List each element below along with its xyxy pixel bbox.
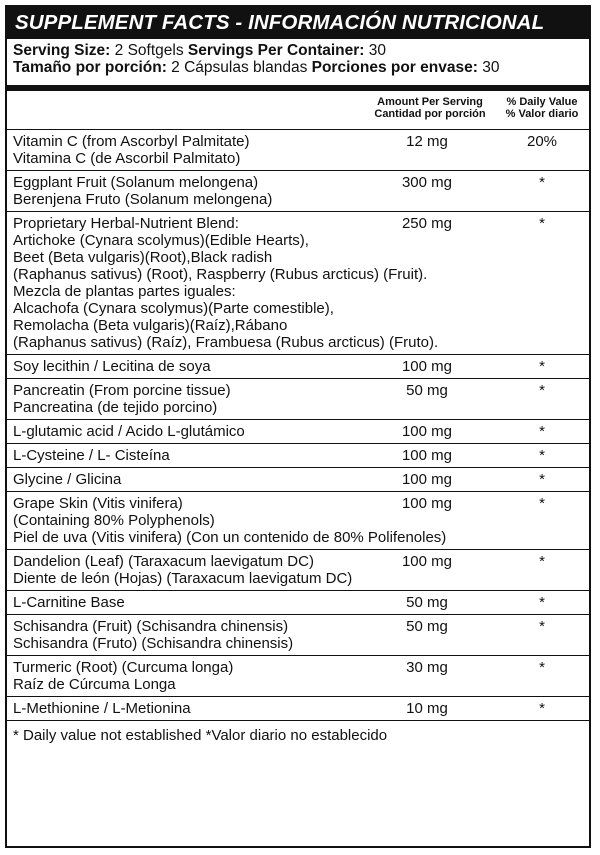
nutrient-daily-value: * [539,215,545,232]
nutrient-name [13,618,573,652]
porciones-envase-value: 30 [477,59,500,76]
nutrient-name-line: Dandelion (Leaf) (Taraxacum laevigatum DC) [13,553,314,570]
nutrient-name-line: Mezcla de plantas partes iguales: [13,283,236,300]
nutrient-name-line: Eggplant Fruit (Solanum melongena) [13,174,259,191]
nutrient-row [7,379,589,420]
nutrient-daily-value: * [539,618,545,635]
nutrient-name-line: L-glutamic acid / Acido L-glutámico [13,423,245,440]
tamano-porcion-label: Tamaño por porción: [13,59,167,76]
nutrient-daily-value: * [539,382,545,399]
nutrient-amount: 250 mg [401,215,453,232]
nutrient-amount: 100 mg [401,495,453,512]
nutrient-name-line: L-Methionine / L-Metionina [13,700,191,717]
nutrient-row [7,420,589,444]
nutrient-daily-value: * [539,553,545,570]
nutrient-name-line: Pancreatin (From porcine tissue) [13,382,231,399]
nutrient-name [13,594,573,611]
nutrient-name-line: Raíz de Cúrcuma Longa [13,676,176,693]
nutrient-amount: 10 mg [406,700,448,717]
nutrient-name [13,215,573,351]
nutrient-name [13,382,573,416]
nutrient-row [7,656,589,697]
nutrient-row [7,444,589,468]
nutrient-daily-value: * [539,700,545,717]
nutrient-name [13,659,573,693]
nutrient-name-line: L-Cysteine / L- Cisteína [13,447,170,464]
servings-per-container-label: Servings Per Container: [187,42,365,59]
column-header-row [7,91,589,130]
nutrient-name-line: Remolacha (Beta vulgaris)(Raíz),Rábano [13,317,288,334]
nutrient-name [13,133,573,167]
nutrient-amount: 12 mg [406,133,448,150]
nutrient-amount: 100 mg [401,358,453,375]
nutrient-row [7,591,589,615]
nutrient-name-line: Proprietary Herbal-Nutrient Blend: [13,215,239,232]
nutrient-name [13,700,573,717]
nutrient-name-line: Vitamin C (from Ascorbyl Palmitate) [13,133,250,150]
amount-header-es: Cantidad por porción [374,108,486,120]
footnote: * Daily value not established *Valor diario no establecido [13,727,388,744]
nutrient-name-line: Glycine / Glicina [13,471,122,488]
nutrient-daily-value: * [539,659,545,676]
amount-header-en: Amount Per Serving [377,96,483,108]
nutrient-name-line: Schisandra (Fruit) (Schisandra chinensis) [13,618,289,635]
nutrient-row [7,697,589,721]
nutrient-name-line: Schisandra (Fruto) (Schisandra chinensis) [13,635,294,652]
servings-per-container-value: 30 [364,42,387,59]
nutrient-daily-value: * [539,447,545,464]
porciones-envase-label: Porciones por envase: [311,59,478,76]
nutrient-amount: 30 mg [406,659,448,676]
nutrient-amount: 50 mg [406,618,448,635]
nutrient-amount: 100 mg [401,553,453,570]
nutrient-daily-value: * [539,471,545,488]
serving-size-label: Serving Size: [13,42,111,59]
nutrient-name [13,495,573,546]
nutrient-daily-value: * [539,594,545,611]
serving-line-es [13,59,583,76]
nutrient-daily-value: * [539,358,545,375]
amount-header [350,96,510,120]
nutrient-name-line: Soy lecithin / Lecitina de soya [13,358,211,375]
nutrient-name-line: Beet (Beta vulgaris)(Root),Black radish [13,249,273,266]
serving-line-en [13,42,583,59]
serving-info [7,39,589,85]
nutrient-row [7,355,589,379]
nutrient-name-line: Piel de uva (Vitis vinifera) (Con un contenido de 80% Polifenoles) [13,529,447,546]
nutrient-name-line: Berenjena Fruto (Solanum melongena) [13,191,273,208]
nutrient-name [13,423,573,440]
daily-value-header-en: % Daily Value [506,96,578,108]
nutrient-name-line: Pancreatina (de tejido porcino) [13,399,218,416]
nutrient-amount: 300 mg [401,174,453,191]
nutrient-row [7,171,589,212]
nutrient-daily-value: * [539,423,545,440]
nutrient-row [7,212,589,355]
nutrient-name [13,447,573,464]
nutrient-row [7,468,589,492]
nutrient-row [7,550,589,591]
nutrient-name-line: Grape Skin (Vitis vinifera) [13,495,183,512]
nutrient-row [7,492,589,550]
nutrient-daily-value: * [539,495,545,512]
nutrient-name-line: Alcachofa (Cynara scolymus)(Parte comestible), [13,300,334,317]
nutrient-amount: 100 mg [401,423,453,440]
panel-title: SUPPLEMENT FACTS - INFORMACIÓN NUTRICIONAL [7,7,589,39]
nutrient-amount: 50 mg [406,594,448,611]
supplement-facts-panel [5,5,591,848]
nutrient-name-line: (Containing 80% Polyphenols) [13,512,215,529]
nutrient-name [13,553,573,587]
nutrient-amount: 100 mg [401,447,453,464]
daily-value-header-es: % Valor diario [505,108,579,120]
nutrient-amount: 50 mg [406,382,448,399]
nutrient-name [13,174,573,208]
nutrient-name-line: L-Carnitine Base [13,594,125,611]
nutrient-name-line: Turmeric (Root) (Curcuma longa) [13,659,234,676]
tamano-porcion-value: 2 Cápsulas blandas [166,59,312,76]
nutrient-row [7,130,589,171]
nutrient-amount: 100 mg [401,471,453,488]
nutrient-name-line: Diente de león (Hojas) (Taraxacum laevigatum DC) [13,570,353,587]
serving-size-value: 2 Softgels [110,42,188,59]
nutrient-name [13,358,573,375]
nutrient-name-line: (Raphanus sativus) (Raíz), Frambuesa (Rubus arcticus) (Fruto). [13,334,439,351]
nutrient-name-line: Vitamina C (de Ascorbil Palmitato) [13,150,241,167]
nutrient-name-line: Artichoke (Cynara scolymus)(Edible Hearts), [13,232,309,249]
nutrient-name-line: (Raphanus sativus) (Root), Raspberry (Rubus arcticus) (Fruit). [13,266,428,283]
nutrient-daily-value: * [539,174,545,191]
nutrient-rows [7,130,589,721]
nutrient-row [7,615,589,656]
nutrient-name [13,471,573,488]
nutrient-daily-value: 20% [526,133,558,150]
daily-value-header [487,96,597,120]
